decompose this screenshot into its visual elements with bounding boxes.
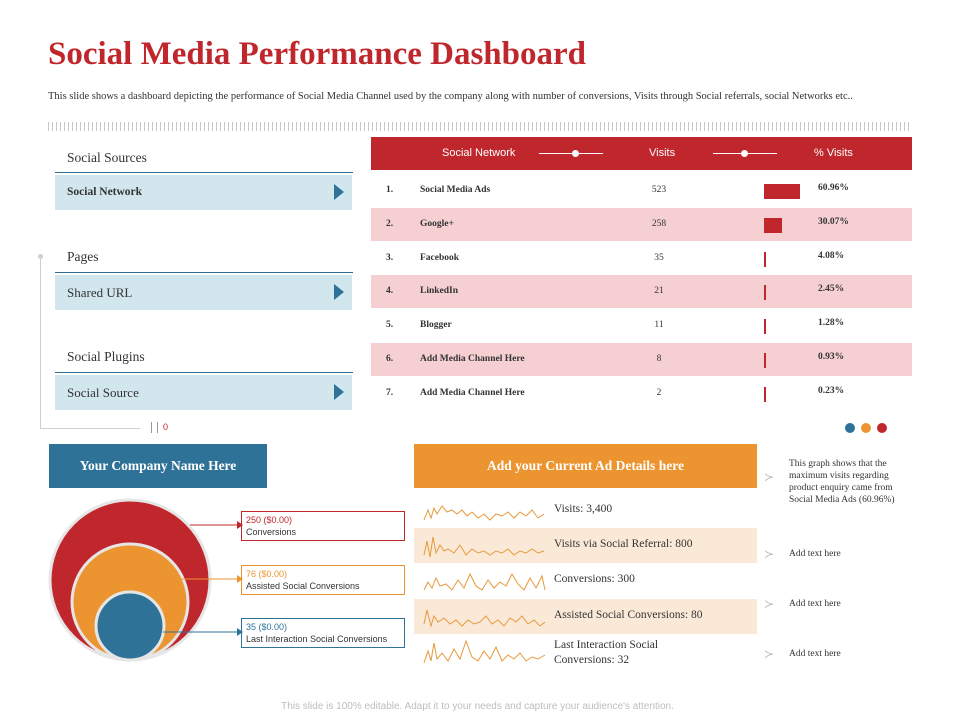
table-row[interactable] — [371, 343, 912, 376]
row-network-name: Add Media Channel Here — [420, 387, 525, 398]
company-name-banner: Your Company Name Here — [49, 444, 267, 488]
row-pct-visits: 4.08% — [818, 250, 845, 261]
row-pct-visits: 0.93% — [818, 352, 845, 362]
conversion-label: Last Interaction Social Conversions — [246, 634, 388, 644]
row-visits: 35 — [654, 252, 664, 263]
sparkline-icon — [422, 602, 547, 632]
metric-row — [414, 528, 757, 563]
nav-item-shared-url[interactable] — [55, 275, 352, 310]
legend-dot-orange — [861, 423, 871, 433]
timeline-baseline — [40, 428, 140, 429]
metric-assisted-conversions: Assisted Social Conversions: 80 — [554, 609, 703, 621]
chevron-right-icon: ≻ — [764, 547, 775, 561]
col-header-pct-visits: % Visits — [814, 147, 853, 159]
metric-visits: Visits: 3,400 — [554, 503, 613, 515]
row-pct-bar — [764, 252, 766, 267]
metric-row — [414, 634, 757, 669]
table-row[interactable] — [371, 275, 912, 308]
conversion-value: 35 ($0.00) — [246, 622, 288, 632]
conversion-value: 250 ($0.00) — [246, 515, 293, 525]
section-rule — [55, 172, 353, 173]
footer-note: This slide is 100% editable. Adapt it to your needs and capture your audience's attention. — [281, 701, 674, 712]
legend-dot-blue — [845, 423, 855, 433]
section-rule — [55, 272, 353, 273]
conversion-value: 76 ($0.00) — [246, 569, 288, 579]
metric-visits-social-referral: Visits via Social Referral: 800 — [554, 538, 693, 550]
metric-row — [414, 563, 757, 598]
nav-item-label: Social Network — [67, 186, 143, 198]
nav-item-label: Shared URL — [67, 285, 133, 300]
last-interaction-label-box — [241, 618, 405, 648]
row-pct-bar — [764, 387, 766, 402]
nav-item-social-network[interactable] — [55, 175, 352, 210]
row-visits: 8 — [656, 354, 662, 364]
row-pct-visits: 0.23% — [818, 385, 845, 396]
table-row[interactable] — [371, 174, 912, 207]
note-text: Add text here — [789, 599, 841, 609]
row-pct-visits: 30.07% — [818, 216, 849, 227]
row-network-name: Facebook — [420, 252, 460, 263]
metric-row — [414, 599, 757, 634]
row-number: 7. — [386, 387, 394, 398]
circle-last-interaction — [96, 592, 164, 660]
table-header — [371, 137, 912, 170]
row-visits: 2 — [656, 387, 662, 398]
col-header-social-network: Social Network — [442, 147, 516, 159]
sparkline-icon — [422, 496, 547, 526]
metric-row — [414, 493, 757, 528]
timeline-line — [40, 256, 41, 429]
row-network-name: Add Media Channel Here — [420, 354, 525, 364]
timeline-dot — [38, 254, 43, 259]
metric-conversions: Conversions: 300 — [554, 573, 635, 585]
row-visits: 523 — [651, 185, 667, 195]
section-heading-pages: Pages — [67, 249, 99, 264]
pager-value: 0 — [163, 422, 169, 432]
pager[interactable] — [151, 422, 168, 433]
page-title: Social Media Performance Dashboard — [48, 36, 587, 72]
conversion-label: Conversions — [246, 527, 297, 537]
row-number: 6. — [386, 354, 394, 364]
row-pct-bar — [764, 285, 766, 300]
row-pct-bar — [764, 218, 782, 233]
ad-details-banner: Add your Current Ad Details here — [414, 444, 757, 488]
chevron-right-icon: ≻ — [764, 647, 775, 661]
triangle-right-icon — [334, 184, 344, 200]
row-visits: 11 — [654, 320, 664, 331]
conversion-label: Assisted Social Conversions — [246, 581, 360, 591]
row-pct-bar — [764, 184, 800, 199]
row-visits: 258 — [651, 218, 667, 229]
row-number: 5. — [386, 320, 394, 331]
sparkline-icon — [422, 566, 547, 596]
page-description: This slide shows a dashboard depicting the performance of Social Media Channel used by the company along with number of conversions, Visits through Social referrals, social Networks etc.. — [48, 91, 853, 102]
row-network-name: Social Media Ads — [420, 185, 491, 195]
note-text: This graph shows that the maximum visits regarding product enquiry came from Social Media Ads (60.96%) — [789, 459, 895, 505]
row-number: 2. — [386, 218, 394, 229]
note-text: Add text here — [789, 549, 841, 559]
row-number: 4. — [386, 286, 394, 297]
section-heading-social-sources: Social Sources — [67, 150, 147, 165]
row-pct-bar — [764, 353, 766, 368]
table-row[interactable] — [371, 309, 912, 342]
row-number: 3. — [386, 252, 394, 263]
row-pct-bar — [764, 319, 766, 334]
conversion-label-box — [241, 511, 405, 541]
row-visits: 21 — [654, 286, 664, 297]
sparkline-icon — [422, 637, 547, 667]
row-pct-visits: 1.28% — [818, 318, 845, 329]
triangle-right-icon — [334, 284, 344, 300]
section-rule — [55, 372, 353, 373]
table-row[interactable] — [371, 208, 912, 241]
row-network-name: LinkedIn — [420, 286, 459, 297]
row-number: 1. — [386, 185, 394, 195]
chevron-right-icon: ≻ — [764, 470, 775, 484]
table-row[interactable] — [371, 242, 912, 275]
metric-last-interaction: Last Interaction Social Conversions: 32 — [554, 639, 659, 666]
col-header-visits: Visits — [649, 147, 676, 159]
row-pct-visits: 60.96% — [818, 183, 849, 193]
dotted-divider — [48, 122, 910, 131]
legend-dot-red — [877, 423, 887, 433]
row-network-name: Blogger — [420, 320, 452, 331]
note-text: Add text here — [789, 649, 841, 659]
sparkline-icon — [422, 531, 547, 561]
assisted-conversion-label-box — [241, 565, 405, 595]
column-slider[interactable] — [539, 153, 603, 154]
triangle-right-icon — [334, 384, 344, 400]
column-slider[interactable] — [713, 153, 777, 154]
table-row[interactable] — [371, 377, 912, 410]
nav-item-label: Social Source — [67, 385, 139, 400]
section-heading-social-plugins: Social Plugins — [67, 349, 145, 364]
nav-item-social-source[interactable] — [55, 375, 352, 410]
row-pct-visits: 2.45% — [818, 284, 845, 295]
chevron-right-icon: ≻ — [764, 597, 775, 611]
row-network-name: Google+ — [420, 218, 454, 229]
